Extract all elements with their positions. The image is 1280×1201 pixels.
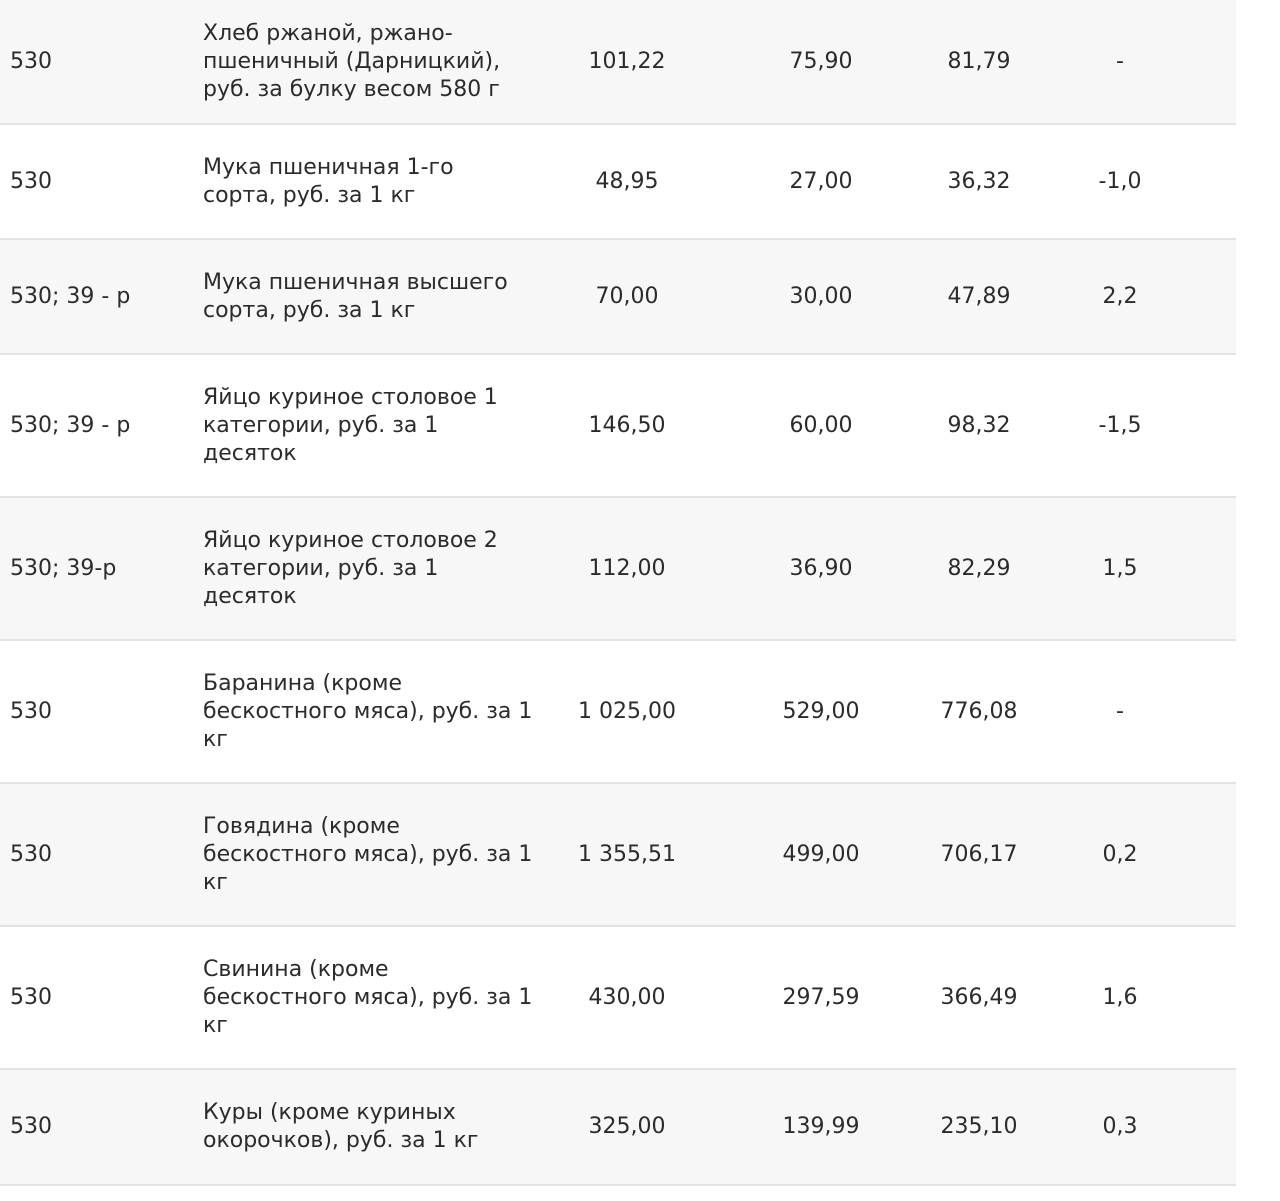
table-row	[0, 125, 1236, 240]
row-product-name: Мука пшеничная высшего сорта, руб. за 1 кг	[203, 269, 508, 323]
row-avg-price: 706,17	[940, 841, 1018, 867]
row-code: 530	[10, 984, 52, 1010]
row-product-name: Яйцо куриное столовое 1 категории, руб. за 1 десяток	[203, 384, 498, 466]
row-product-name: Свинина (кроме бескостного мяса), руб. за 1 кг	[203, 956, 533, 1038]
table-row	[0, 355, 1236, 498]
row-product-name: Мука пшеничная 1-го сорта, руб. за 1 кг	[203, 154, 454, 208]
row-change: 0,2	[1102, 841, 1138, 867]
table-row	[0, 0, 1236, 125]
row-product-name: Говядина (кроме бескостного мяса), руб. за 1 кг	[203, 813, 533, 895]
row-avg-price: 82,29	[947, 555, 1011, 581]
row-code: 530; 39 - р	[10, 412, 131, 438]
row-avg-price: 81,79	[947, 48, 1011, 74]
table-row	[0, 498, 1236, 641]
table-row	[0, 641, 1236, 784]
row-max-price: 48,95	[595, 168, 659, 194]
row-avg-price: 47,89	[947, 283, 1011, 309]
row-avg-price: 366,49	[940, 984, 1018, 1010]
row-product-name: Яйцо куриное столовое 2 категории, руб. за 1 десяток	[203, 527, 498, 609]
row-min-price: 60,00	[789, 412, 853, 438]
row-max-price: 112,00	[588, 555, 666, 581]
row-max-price: 146,50	[588, 412, 666, 438]
row-min-price: 36,90	[789, 555, 853, 581]
row-change: 1,5	[1102, 555, 1138, 581]
row-product-name: Хлеб ржаной, ржано-пшеничный (Дарницкий), руб. за булку весом 580 г	[203, 20, 501, 102]
row-code: 530; 39 - р	[10, 283, 131, 309]
row-max-price: 430,00	[588, 984, 666, 1010]
row-max-price: 325,00	[588, 1114, 666, 1139]
row-product-name: Куры (кроме куриных окорочков), руб. за 1 кг	[203, 1100, 479, 1153]
row-avg-price: 776,08	[940, 698, 1018, 724]
row-code: 530	[10, 698, 52, 724]
row-max-price: 1 025,00	[578, 698, 676, 724]
row-min-price: 139,99	[782, 1114, 860, 1139]
table-row	[0, 1070, 1236, 1186]
row-min-price: 297,59	[782, 984, 860, 1010]
table-row	[0, 240, 1236, 355]
row-change: -1,0	[1098, 168, 1142, 194]
row-max-price: 70,00	[595, 283, 659, 309]
row-code: 530; 39-р	[10, 555, 117, 581]
row-change: -1,5	[1098, 412, 1142, 438]
row-min-price: 75,90	[789, 48, 853, 74]
row-code: 530	[10, 1114, 52, 1139]
row-change: -	[1116, 698, 1124, 724]
row-code: 530	[10, 48, 52, 74]
row-max-price: 1 355,51	[578, 841, 676, 867]
row-change: 0,3	[1102, 1114, 1138, 1139]
table-row	[0, 784, 1236, 927]
table-row	[0, 927, 1236, 1070]
row-avg-price: 36,32	[947, 168, 1011, 194]
row-change: -	[1116, 48, 1124, 74]
row-avg-price: 235,10	[940, 1114, 1018, 1139]
row-change: 2,2	[1102, 283, 1138, 309]
row-code: 530	[10, 168, 52, 194]
row-min-price: 499,00	[782, 841, 860, 867]
row-min-price: 27,00	[789, 168, 853, 194]
row-product-name: Баранина (кроме бескостного мяса), руб. за 1 кг	[203, 670, 533, 752]
row-avg-price: 98,32	[947, 412, 1011, 438]
row-min-price: 529,00	[782, 698, 860, 724]
row-change: 1,6	[1102, 984, 1138, 1010]
row-code: 530	[10, 841, 52, 867]
row-min-price: 30,00	[789, 283, 853, 309]
row-max-price: 101,22	[588, 48, 666, 74]
